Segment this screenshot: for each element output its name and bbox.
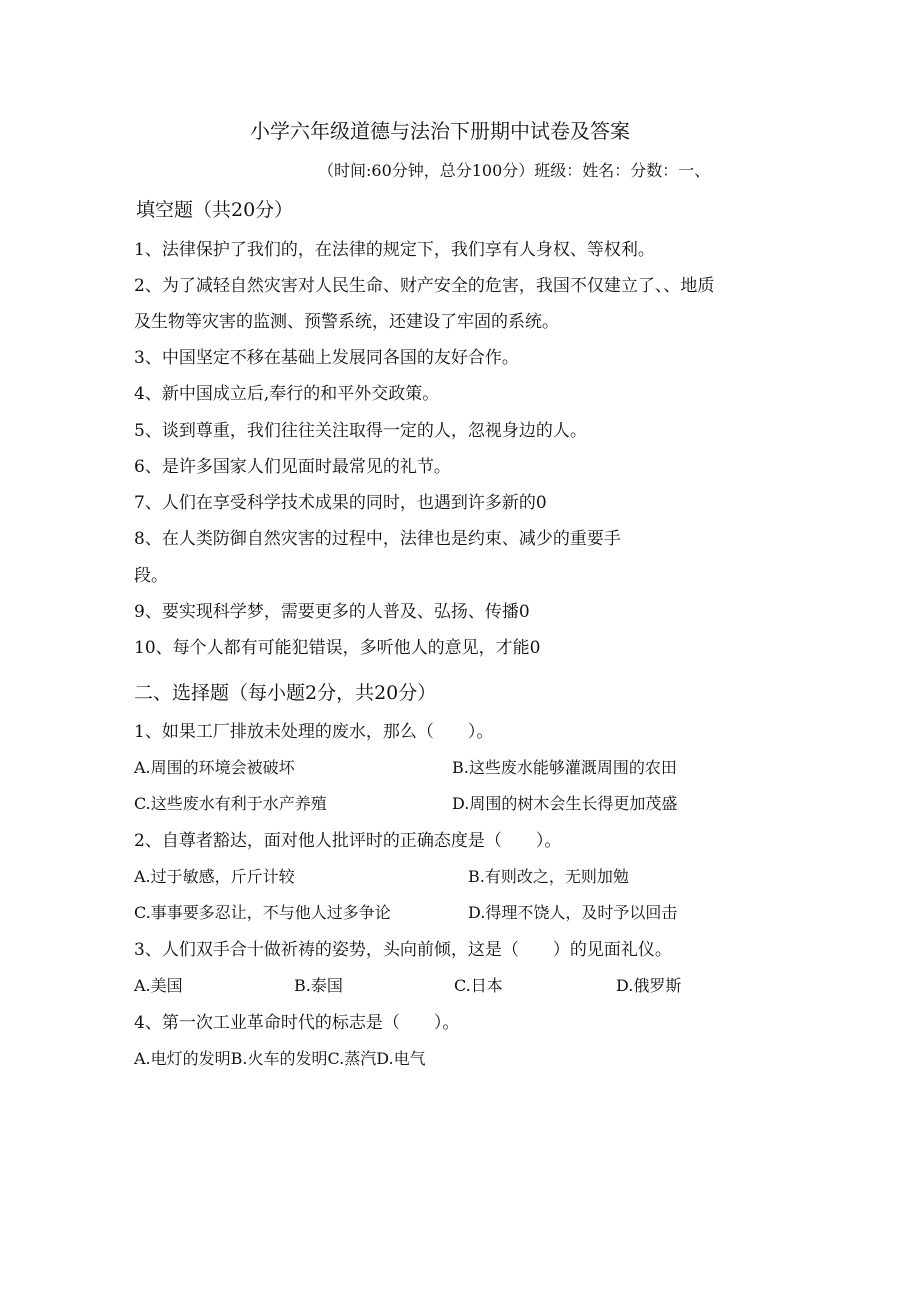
choice-1-option-c: C.这些废水有利于水产养殖 xyxy=(134,794,327,813)
choice-1-option-a: A.周围的环境会被破坏 xyxy=(134,758,295,777)
choice-1-option-d: D.周围的树木会生长得更加茂盛 xyxy=(452,794,678,813)
fill-question-8-cont: 段。 xyxy=(134,566,168,586)
choice-question-2: 2、自尊者豁达，面对他人批评时的正确态度是（ ）。 xyxy=(134,831,562,851)
choice-4-options: A.电灯的发明B.火车的发明C.蒸汽D.电气 xyxy=(134,1049,426,1068)
choice-question-4: 4、第一次工业革命时代的标志是（ ）。 xyxy=(134,1013,460,1033)
fill-question-1: 1、法律保护了我们的，在法律的规定下，我们享有人身权、等权利。 xyxy=(134,240,655,260)
fill-question-7: 7、人们在享受科学技术成果的同时，也遇到许多新的0 xyxy=(134,493,547,513)
fill-question-2-cont: 及生物等灾害的监测、预警系统，还建设了牢固的系统。 xyxy=(134,312,559,332)
exam-info: （时间:60分钟，总分100分）班级：姓名：分数：一、 xyxy=(318,161,711,180)
choice-question-1: 1、如果工厂排放未处理的废水，那么（ ）。 xyxy=(134,722,494,742)
fill-question-2: 2、为了减轻自然灾害对人民生命、财产安全的危害，我国不仅建立了、、地质 xyxy=(134,276,715,296)
fill-question-9: 9、要实现科学梦，需要更多的人普及、弘扬、传播0 xyxy=(134,602,530,622)
section2-heading: 二、选择题（每小题2分，共20分） xyxy=(134,682,437,704)
fill-question-10: 10、每个人都有可能犯错误，多听他人的意见，才能0 xyxy=(134,638,541,658)
fill-question-3: 3、中国坚定不移在基础上发展同各国的友好合作。 xyxy=(134,348,519,368)
choice-2-option-b: B.有则改之，无则加勉 xyxy=(468,867,629,886)
choice-3-option-c: C.日本 xyxy=(454,976,503,995)
choice-question-3: 3、人们双手合十做祈祷的姿势，头向前倾，这是（ ）的见面礼仪。 xyxy=(134,940,672,960)
choice-3-option-b: B.泰国 xyxy=(294,976,343,995)
choice-2-option-c: C.事事要多忍让，不与他人过多争论 xyxy=(134,903,391,922)
page-title: 小学六年级道德与法治下册期中试卷及答案 xyxy=(250,119,630,143)
fill-question-8: 8、在人类防御自然灾害的过程中，法律也是约束、减少的重要手 xyxy=(134,529,621,549)
choice-3-option-d: D.俄罗斯 xyxy=(616,976,682,995)
section1-heading: 填空题（共20分） xyxy=(136,199,294,221)
choice-2-option-d: D.得理不饶人，及时予以回击 xyxy=(468,903,678,922)
choice-2-option-a: A.过于敏感，斤斤计较 xyxy=(134,867,295,886)
choice-1-option-b: B.这些废水能够灌溉周围的农田 xyxy=(452,758,677,777)
choice-3-option-a: A.美国 xyxy=(134,976,183,995)
fill-question-5: 5、谈到尊重，我们往往关注取得一定的人，忽视身边的人。 xyxy=(134,421,587,441)
fill-question-4: 4、新中国成立后,奉行的和平外交政策。 xyxy=(134,384,440,404)
fill-question-6: 6、是许多国家人们见面时最常见的礼节。 xyxy=(134,457,451,477)
